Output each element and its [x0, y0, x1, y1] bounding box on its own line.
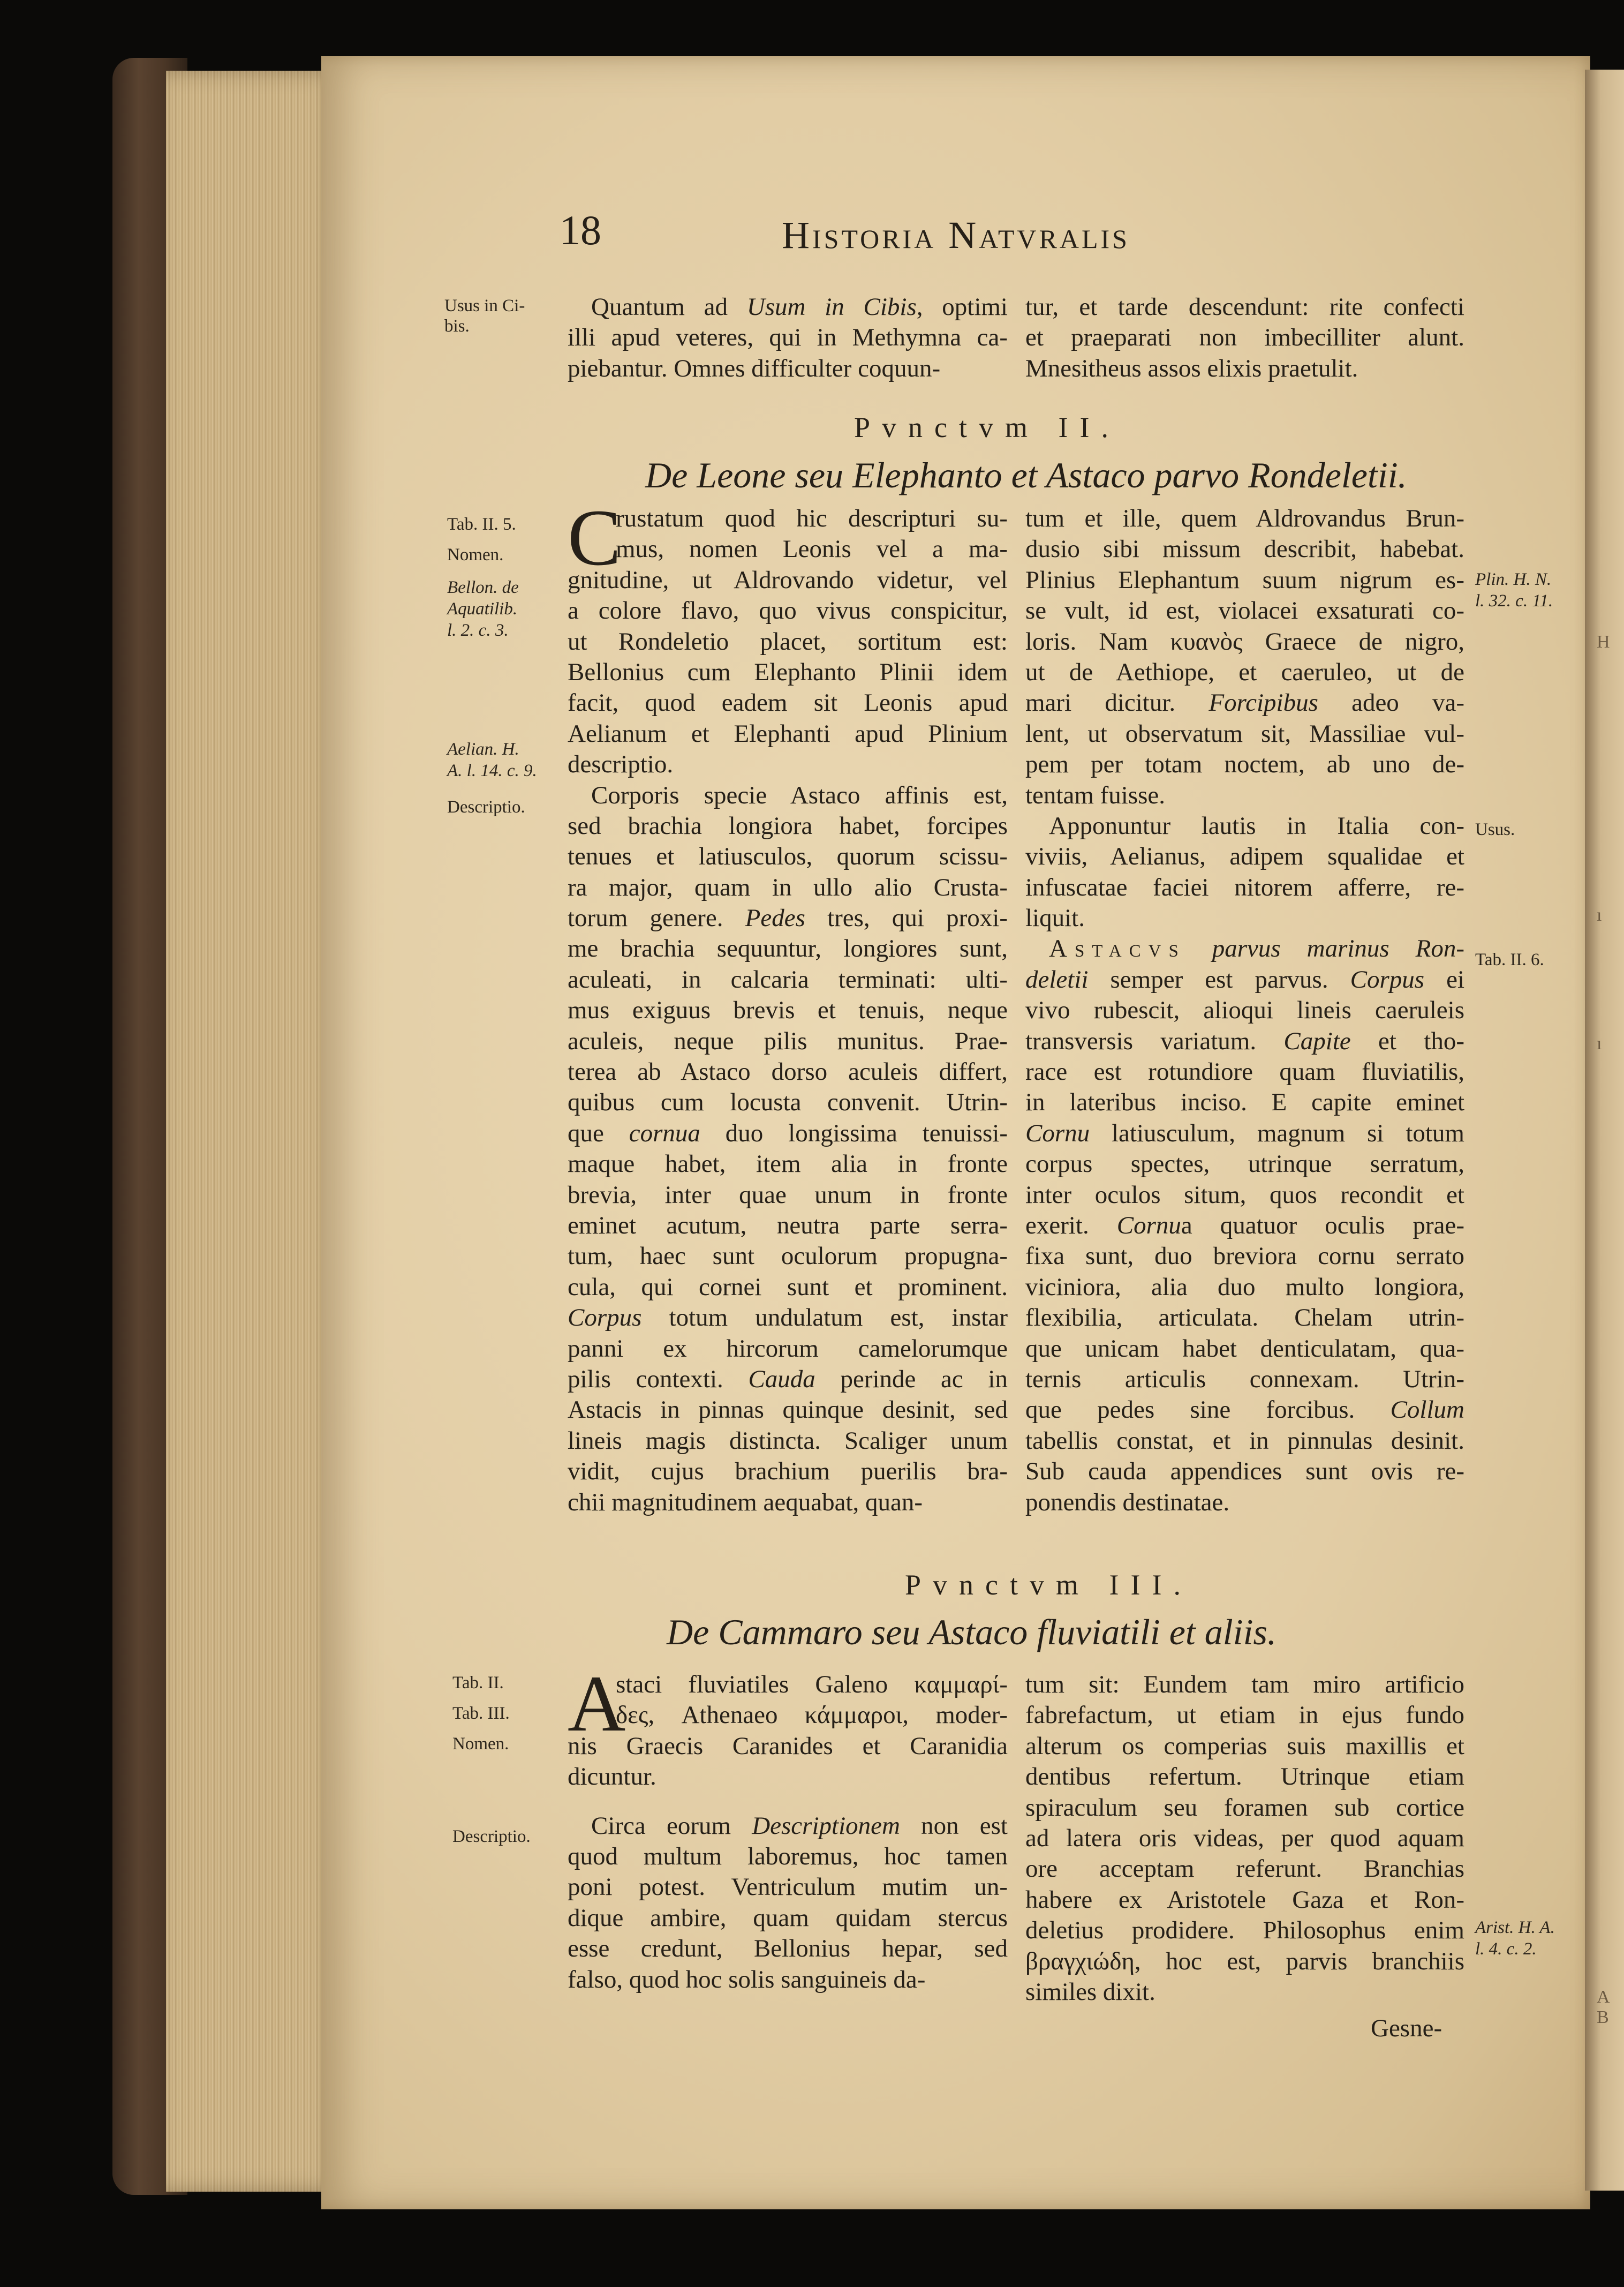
text-line: pem per totam noctem, ab uno de-: [1025, 750, 1464, 779]
facing-page-mark: H: [1597, 632, 1610, 652]
text-line: dicuntur.: [568, 1763, 656, 1791]
text-line: tur, et tarde descendunt: rite confecti: [1025, 293, 1464, 321]
text-line: nis Graecis Caranides et Caranidia: [568, 1732, 1008, 1760]
text-line: infuscatae faciei nitorem afferre, re-: [1025, 873, 1464, 901]
text-line: facit, quod eadem sit Leonis apud: [568, 689, 1008, 717]
column-left: [568, 292, 1008, 384]
text-line: dusio sibi missum describit, habebat.: [1025, 535, 1464, 563]
text-line: Quantum ad Usum in Cibis, optimi: [591, 293, 1008, 321]
text-line: liquit.: [1025, 904, 1085, 932]
text-line: pilis contexti. Cauda perinde ac in: [568, 1365, 1008, 1393]
text-line: loris. Nam κυανὸς Graece de nigro,: [1025, 627, 1464, 656]
text-line: alterum os comperias suis maxillis et: [1025, 1732, 1464, 1760]
section-heading: Pvnctvm III.: [905, 1569, 1192, 1601]
text-line: terea ab Astaco dorso aculeis differt,: [568, 1058, 1008, 1086]
facing-page-mark: ı: [1597, 905, 1602, 925]
text-line: rustatum quod hic descripturi su-: [616, 505, 1008, 532]
text-line: ore acceptam referunt. Branchias: [1025, 1855, 1464, 1883]
text-line: piebantur. Omnes difficulter coquun-: [568, 354, 941, 382]
text-line: tabellis constat, et in pinnulas desinit.: [1025, 1426, 1464, 1455]
text-line: esse credunt, Bellonius hepar, sed: [568, 1935, 1008, 1963]
text-line: tum, haec sunt oculorum propugna-: [568, 1242, 1008, 1270]
text-line: ternis articulis connexam. Utrin-: [1025, 1365, 1464, 1393]
facing-page-edge: [1585, 70, 1624, 2191]
text-line: gnitudine, ut Aldrovando videtur, vel: [568, 566, 1008, 594]
text-line: Astacis in pinnas quinque desinit, sed: [568, 1396, 1008, 1424]
marginal-note: Descriptio.: [452, 1827, 531, 1846]
text-line: tentam fuisse.: [1025, 781, 1166, 809]
text-line: tum et ille, quem Aldrovandus Brun-: [1025, 505, 1464, 532]
text-line: aculeis, neque pilis munitus. Prae-: [568, 1027, 1008, 1055]
text-line: mus exiguus brevis et tenuis, neque: [568, 996, 1008, 1025]
marginal-note: Tab. III.: [452, 1704, 510, 1723]
text-line: race est rotundiore quam fluviatilis,: [1025, 1058, 1464, 1086]
text-line: maque habet, item alia in fronte: [568, 1150, 1008, 1178]
text-line: spiraculum seu foramen sub cortice: [1025, 1793, 1464, 1822]
text-line: vidit, cujus brachium puerilis bra-: [568, 1457, 1008, 1486]
text-line: viviis, Aelianus, adipem squalidae et: [1025, 842, 1464, 871]
text-line: et praeparati non imbecilliter alunt.: [1025, 324, 1464, 352]
text-line: falso, quod hoc solis sanguineis da-: [568, 1965, 926, 1993]
text-line: dique ambire, quam quidam stercus: [568, 1904, 1008, 1932]
marginal-note: A. l. 14. c. 9.: [447, 761, 537, 780]
text-line: illi apud veteres, qui in Methymna ca-: [568, 324, 1008, 352]
column-right: [1025, 503, 1464, 1518]
text-line: se vult, id est, violacei exsaturati co-: [1025, 597, 1464, 625]
text-line: lineis magis distincta. Scaliger unum: [568, 1426, 1008, 1455]
text-line: Apponuntur lautis in Italia con-: [1049, 811, 1464, 840]
text-line: flexibilia, articulata. Chelam utrin-: [1025, 1304, 1464, 1332]
text-line: a colore flavo, quo vivus conspicitur,: [568, 597, 1008, 625]
text-line: Aelianum et Elephanti apud Plinium: [568, 719, 1008, 748]
marginal-note: Usus in Ci- bis.: [444, 296, 525, 336]
section-title: De Leone seu Elephanto et Astaco parvo Rondeletii.: [645, 455, 1407, 495]
catchword: Gesne-: [1371, 2014, 1442, 2042]
section-heading: Pvnctvm II.: [854, 411, 1120, 443]
text-line: me brachia sequuntur, longiores sunt,: [568, 935, 1008, 963]
text-line: torum genere. Pedes tres, qui proxi-: [568, 904, 1008, 932]
text-line: brevia, inter quae unum in fronte: [568, 1180, 1008, 1209]
text-line: que cornua duo longissima tenuissi-: [568, 1119, 1008, 1147]
text-line: descriptio.: [568, 750, 674, 779]
marginal-note: Nomen.: [452, 1734, 509, 1754]
text-line: Circa eorum Descriptionem non est: [591, 1811, 1008, 1840]
marginal-note: Tab. II. 6.: [1475, 950, 1544, 969]
text-line: Mnesitheus assos elixis praetulit.: [1025, 354, 1358, 382]
text-line: deletii semper est parvus. Corpus ei: [1025, 965, 1464, 994]
column-right: [1025, 292, 1464, 384]
text-line: poni potest. Ventriculum mutim un-: [568, 1873, 1008, 1901]
marginal-note: Nomen.: [447, 545, 504, 565]
marginal-note: Usus.: [1475, 820, 1515, 839]
text-line: ponendis destinatae.: [1025, 1488, 1230, 1516]
text-line: Sub cauda appendices sunt ovis re-: [1025, 1457, 1464, 1486]
text-line: chii magnitudinem aequabat, quan-: [568, 1488, 923, 1516]
text-line: tum sit: Eundem tam miro artificio: [1025, 1671, 1464, 1698]
text-line: sed brachia longiora habet, forcipes: [568, 811, 1008, 840]
text-line: fixa sunt, duo breviora cornu serrato: [1025, 1242, 1464, 1270]
text-line: δες, Athenaeo κάμμαροι, moder-: [616, 1701, 1008, 1729]
drop-capital: C: [568, 493, 622, 582]
text-line: viciniora, alia duo multo longiora,: [1025, 1273, 1464, 1301]
text-line: fabrefactum, ut etiam in ejus fundo: [1025, 1701, 1464, 1729]
text-line: Plinius Elephantum suum nigrum es-: [1025, 566, 1464, 594]
page-stack-edges: [166, 71, 343, 2192]
marginal-note: Arist. H. A.: [1475, 1918, 1555, 1937]
text-line: aculeati, in calcaria terminati: ulti-: [568, 965, 1008, 994]
marginal-note: l. 32. c. 11.: [1475, 591, 1553, 611]
text-line: mus, nomen Leonis vel a ma-: [616, 535, 1008, 563]
text-line: Cornu latiusculum, magnum si totum: [1025, 1119, 1464, 1147]
section-title: De Cammaro seu Astaco fluviatili et aliis.: [667, 1612, 1276, 1652]
text-line: lent, ut observatum sit, Massiliae vul-: [1025, 719, 1464, 748]
marginal-note: Descriptio.: [447, 798, 525, 817]
text-line: panni ex hircorum camelorumque: [568, 1334, 1008, 1363]
column-left: [568, 493, 1008, 1518]
marginal-note: Plin. H. N.: [1475, 570, 1552, 589]
text-line: ut de Aethiope, et caeruleo, ut de: [1025, 658, 1464, 686]
text-line: deletius prodidere. Philosophus enim: [1025, 1916, 1464, 1945]
text-line: Corporis specie Astaco affinis est,: [591, 781, 1008, 809]
text-line: Astacvs parvus marinus Ron-: [1049, 935, 1464, 963]
marginal-note: Tab. II.: [452, 1673, 504, 1692]
column-left: [568, 1659, 1008, 1995]
marginal-note: l. 4. c. 2.: [1475, 1939, 1537, 1959]
text-line: mari dicitur. Forcipibus adeo va-: [1025, 689, 1464, 717]
text-line: quod multum laboremus, hoc tamen: [568, 1842, 1008, 1870]
text-line: inter oculos situm, quos recondit et: [1025, 1180, 1464, 1209]
text-line: dentibus refertum. Utrinque etiam: [1025, 1763, 1464, 1791]
text-line: Bellonius cum Elephanto Plinii idem: [568, 658, 1008, 686]
text-line: quibus cum locusta convenit. Utrin-: [568, 1088, 1008, 1117]
text-line: similes dixit.: [1025, 1977, 1155, 2006]
text-line: Corpus totum undulatum est, instar: [568, 1304, 1008, 1332]
text-line: exerit. Cornua quatuor oculis prae-: [1025, 1211, 1464, 1239]
text-line: in lateribus inciso. E capite eminet: [1025, 1088, 1464, 1117]
text-line: staci fluviatiles Galeno καμμαρί-: [616, 1671, 1008, 1698]
page-number: 18: [560, 207, 601, 253]
text-line: βραγχιώδη, hoc est, parvis branchiis: [1025, 1947, 1464, 1975]
text-line: ra major, quam in ullo alio Crusta-: [568, 873, 1008, 901]
text-line: ut Rondeletio placet, sortitum est:: [568, 627, 1008, 656]
marginal-note: l. 2. c. 3.: [447, 621, 509, 640]
text-line: corpus spectes, utrinque serratum,: [1025, 1150, 1464, 1178]
marginal-note: Aquatilib.: [447, 599, 518, 619]
text-line: vivo rubescit, alioqui lineis caeruleis: [1025, 996, 1464, 1025]
running-title: Historia Natvralis: [782, 214, 1130, 257]
text-line: que unicam habet denticulatam, qua-: [1025, 1334, 1464, 1363]
marginal-note: Aelian. H.: [447, 740, 519, 759]
text-line: habere ex Aristotele Gaza et Ron-: [1025, 1885, 1464, 1914]
text-line: transversis variatum. Capite et tho-: [1025, 1027, 1464, 1055]
text-line: cula, qui cornei sunt et prominent.: [568, 1273, 1008, 1301]
marginal-note: Bellon. de: [447, 578, 519, 597]
facing-page-mark: A B: [1597, 1987, 1609, 2027]
text-line: tenues et latiusculos, quorum scissu-: [568, 842, 1008, 871]
marginal-note: Tab. II. 5.: [447, 515, 516, 534]
facing-page-mark: ı: [1597, 1034, 1602, 1054]
drop-capital: A: [568, 1659, 626, 1748]
text-line: ad latera oris videas, per quod aquam: [1025, 1824, 1464, 1852]
text-line: eminet acutum, neutra parte serra-: [568, 1211, 1008, 1239]
column-right: [1025, 1669, 1464, 2007]
text-line: que pedes sine forcibus. Collum: [1025, 1396, 1464, 1424]
